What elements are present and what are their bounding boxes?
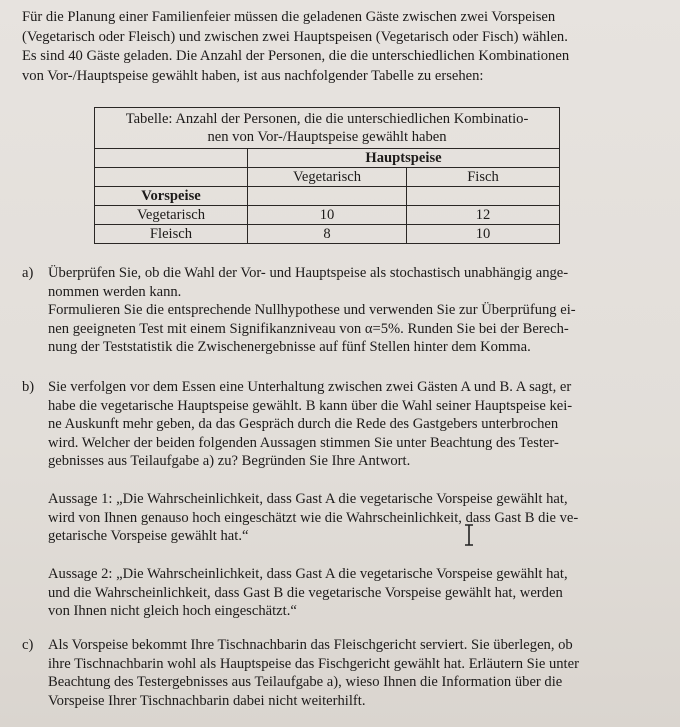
aussage-2-line: von Ihnen nicht gleich hoch eingeschätzt.“ [48,603,297,619]
header-vegetarisch: Vegetarisch [248,168,407,187]
task-b-line: habe die vegetarische Hauptspeise gewählt. B kann über die Wahl seiner Hauptspeise kei- [48,397,573,414]
aussage-1-line: Aussage 1: „Die Wahrscheinlichkeit, dass Gast A die vegetarische Vorspeise gewählt hat, [48,491,568,507]
intro-line: von Vor-/Hauptspeise gewählt haben, ist aus nachfolgender Tabelle zu ersehen: [22,67,484,84]
aussage-1-line: getarische Vorspeise gewählt hat.“ [48,528,249,544]
cell-fisch: 10 [407,225,560,244]
task-a-line: nommen werden kann. [48,283,182,300]
row-label: Fleisch [95,225,248,244]
header-hauptspeise: Hauptspeise [248,149,560,168]
task-c-line: Beachtung des Testergebnisses aus Teilaufgabe a), wieso Ihnen die Information über die [48,674,563,690]
intro-line: Für die Planung einer Familienfeier müssen die geladenen Gäste zwischen zwei Vorspeisen [22,9,556,25]
task-b [22,378,662,474]
task-b-line: wird. Welcher der beiden folgenden Aussagen stimmen Sie unter Beachtung des Tester- [48,434,559,451]
row-label: Vegetarisch [95,206,248,225]
task-c [22,636,662,714]
task-b-line: Sie verfolgen vor dem Essen eine Unterhaltung zwischen zwei Gästen A und B. A sagt, er [48,379,572,395]
task-a-line: Überprüfen Sie, ob die Wahl der Vor- und Hauptspeise als stochastisch unabhängig ange- [48,265,569,281]
aussage-2 [48,565,648,621]
task-a-label: a) [22,265,34,281]
table-empty-cell [248,187,407,206]
task-c-label: c) [22,637,34,653]
task-b-label: b) [22,379,35,395]
task-a-line: nen geeigneten Test mit einem Signifikanzniveau von α=5%. Runden Sie bei der Berech- [48,320,569,337]
text-cursor-icon [462,524,476,546]
task-a [22,264,662,360]
task-c-line: Vorspeise Ihrer Tischnachbarin dabei nicht weiterhilft. [48,692,366,709]
table-empty-cell [407,187,560,206]
task-c-line: ihre Tischnachbarin wohl als Hauptspeise das Fischgericht gewählt hat. Erläutern Sie unter [48,655,579,672]
task-a-line: nung der Teststatistik die Zwischenergebnisse auf fünf Stellen hinter dem Komma. [48,339,531,355]
aussage-2-line: Aussage 2: „Die Wahrscheinlichkeit, dass Gast A die vegetarische Vorspeise gewählt hat, [48,566,568,582]
cell-veg: 8 [248,225,407,244]
table-row [95,225,560,244]
table-empty-cell [95,168,248,187]
header-vorspeise: Vorspeise [95,187,248,206]
task-b-line: ne Auskunft mehr geben, da das Gespräch durch die Rede des Gastgebers unterbrochen [48,416,559,432]
table-caption-line1: Tabelle: Anzahl der Personen, die die unterschiedlichen Kombinatio- [125,111,529,127]
intro-line: (Vegetarisch oder Fleisch) und zwischen zwei Hauptspeisen (Vegetarisch oder Fisch) wählen. [22,28,568,45]
intro-paragraph [22,8,658,86]
table-caption-line2: nen von Vor-/Hauptspeise gewählt haben [207,129,447,145]
intro-line: Es sind 40 Gäste geladen. Die Anzahl der Personen, die die unterschiedlichen Kombinationen [22,48,570,65]
cell-fisch: 12 [407,206,560,225]
table-empty-cell [95,149,248,168]
task-c-line: Als Vorspeise bekommt Ihre Tischnachbarin das Fleischgericht serviert. Sie überlegen, ob [48,637,573,653]
cell-veg: 10 [248,206,407,225]
task-a-line: Formulieren Sie die entsprechende Nullhypothese und verwenden Sie zur Überprüfung ei- [48,302,576,318]
header-fisch: Fisch [407,168,560,187]
table-row [95,206,560,225]
aussage-1-line: wird von Ihnen genauso hoch eingeschätzt wie die Wahrscheinlichkeit, dass Gast B die ve- [48,509,579,526]
aussage-1 [48,490,648,546]
combination-table [94,107,560,244]
table-caption [95,108,560,149]
aussage-2-line: und die Wahrscheinlichkeit, dass Gast B die vegetarische Vorspeise gewählt hat, werden [48,584,563,601]
task-b-line: gebnisses aus Teilaufgabe a) zu? Begründen Sie Ihre Antwort. [48,453,411,469]
